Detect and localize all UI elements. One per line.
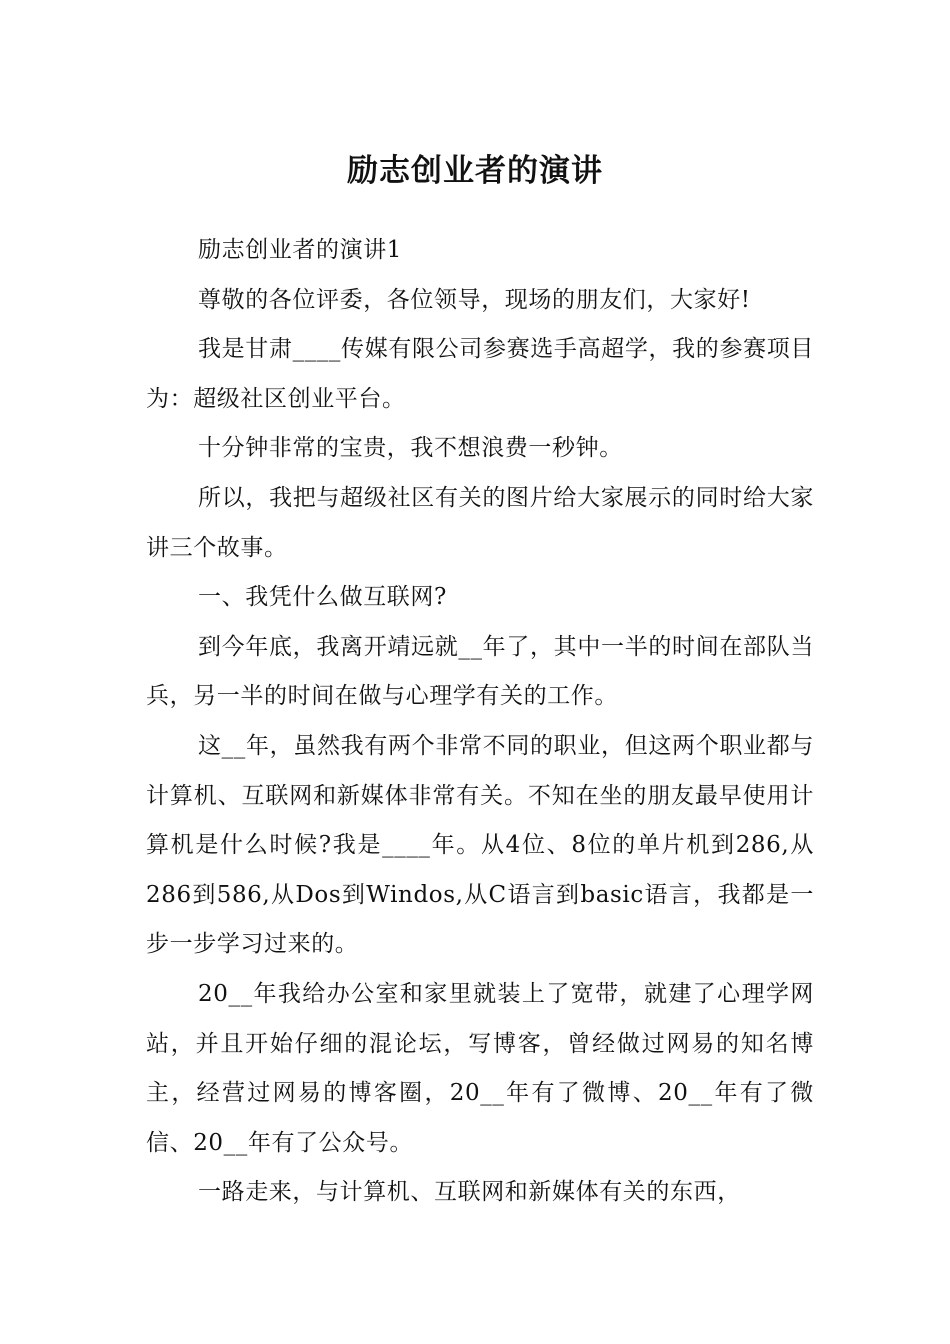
paragraph-background: 到今年底，我离开靖远就__年了，其中一半的时间在部队当兵，另一半的时间在做与心理学有关的工作。: [146, 633, 814, 710]
paragraph-section-heading: 一、我凭什么做互联网?: [198, 584, 447, 611]
paragraph-internet-history: 20__年我给办公室和家里就装上了宽带，就建了心理学网站，并且开始仔细的混论坛，写博客，曾经做过网易的知名博主，经营过网易的博客圈，20__年有了微博、20__年有了微信、20__年有了公众号。: [146, 980, 814, 1156]
paragraph-greeting: 尊敬的各位评委，各位领导，现场的朋友们，大家好!: [198, 286, 751, 313]
paragraph-computing-history: 这__年，虽然我有两个非常不同的职业，但这两个职业都与计算机、互联网和新媒体非常有关。不知在坐的朋友最早使用计算机是什么时候?我是____年。从4位、8位的单片机到286,从286到586,从Dos到Windos,从C语言到basic语言，我都是一步一步学习过来的。: [146, 732, 814, 958]
paragraph-time: 十分钟非常的宝贵，我不想浪费一秒钟。: [198, 435, 623, 462]
paragraph-introduction: 我是甘肃____传媒有限公司参赛选手高超学，我的参赛项目为：超级社区创业平台。: [146, 336, 814, 412]
paragraph-heading: 励志创业者的演讲1: [198, 237, 403, 263]
paragraph-stories: 所以，我把与超级社区有关的图片给大家展示的同时给大家讲三个故事。: [146, 484, 814, 561]
document-body: [146, 226, 814, 1218]
paragraph-continued: 一路走来，与计算机、互联网和新媒体有关的东西，: [198, 1179, 741, 1206]
document-title: 励志创业者的演讲: [347, 152, 603, 189]
